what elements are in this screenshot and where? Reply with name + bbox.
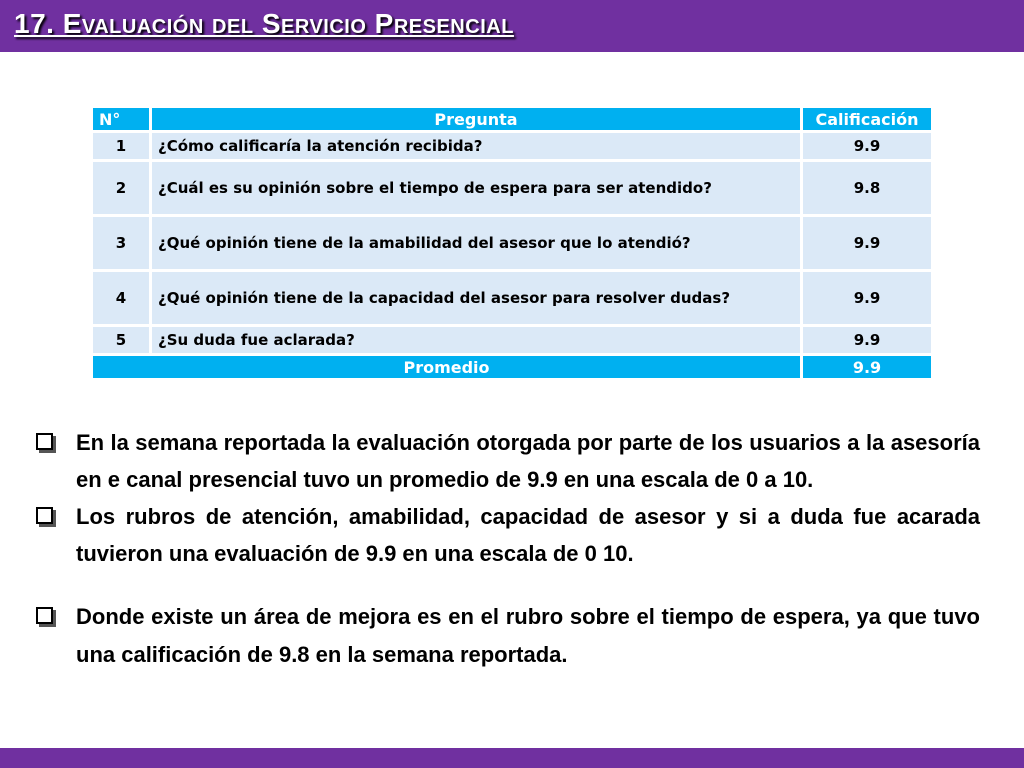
- bullet-text: En la semana reportada la evaluación otorgada por parte de los usuarios a la asesoría en e canal presencial tuvo un promedio de 9.9 en una escala de 0 a 10.: [76, 430, 980, 492]
- row-num: 3: [93, 217, 149, 269]
- bullet-list: [36, 424, 980, 674]
- row-rating: 9.9: [803, 217, 931, 269]
- average-value: 9.9: [803, 356, 931, 378]
- row-rating: 9.9: [803, 133, 931, 159]
- row-rating: 9.8: [803, 162, 931, 214]
- bullet-item: [36, 598, 980, 674]
- header-num: N°: [93, 108, 149, 130]
- table-row: [93, 327, 931, 353]
- header-rating: Calificación: [803, 108, 931, 130]
- bullet-text: Los rubros de atención, amabilidad, capacidad de asesor y si a duda fue acarada tuvieron una evaluación de 9.9 en una escala de 0 10.: [76, 504, 980, 566]
- row-num: 1: [93, 133, 149, 159]
- table-row: [93, 272, 931, 324]
- average-row: [93, 356, 931, 378]
- bullet-item: [36, 498, 980, 572]
- row-num: 4: [93, 272, 149, 324]
- table-header-row: [93, 108, 931, 130]
- page-title: 17. Evaluación del Servicio Presencial: [14, 8, 514, 39]
- row-question: ¿Qué opinión tiene de la amabilidad del asesor que lo atendió?: [152, 217, 800, 269]
- row-num: 2: [93, 162, 149, 214]
- evaluation-table: [90, 105, 934, 381]
- bullet-item: [36, 424, 980, 498]
- bullet-text: Donde existe un área de mejora es en el rubro sobre el tiempo de espera, ya que tuvo una calificación de 9.8 en la semana reportada.: [76, 604, 980, 667]
- checkbox-bullet-icon: [36, 433, 53, 450]
- checkbox-bullet-icon: [36, 607, 53, 624]
- row-question: ¿Su duda fue aclarada?: [152, 327, 800, 353]
- row-rating: 9.9: [803, 327, 931, 353]
- row-question: ¿Cuál es su opinión sobre el tiempo de espera para ser atendido?: [152, 162, 800, 214]
- row-question: ¿Cómo calificaría la atención recibida?: [152, 133, 800, 159]
- row-question: ¿Qué opinión tiene de la capacidad del asesor para resolver dudas?: [152, 272, 800, 324]
- average-label: Promedio: [93, 356, 800, 378]
- table-row: [93, 133, 931, 159]
- title-bar: [0, 0, 1024, 52]
- checkbox-bullet-icon: [36, 507, 53, 524]
- bottom-bar: [0, 748, 1024, 768]
- header-question: Pregunta: [152, 108, 800, 130]
- table-row: [93, 162, 931, 214]
- table-row: [93, 217, 931, 269]
- row-rating: 9.9: [803, 272, 931, 324]
- row-num: 5: [93, 327, 149, 353]
